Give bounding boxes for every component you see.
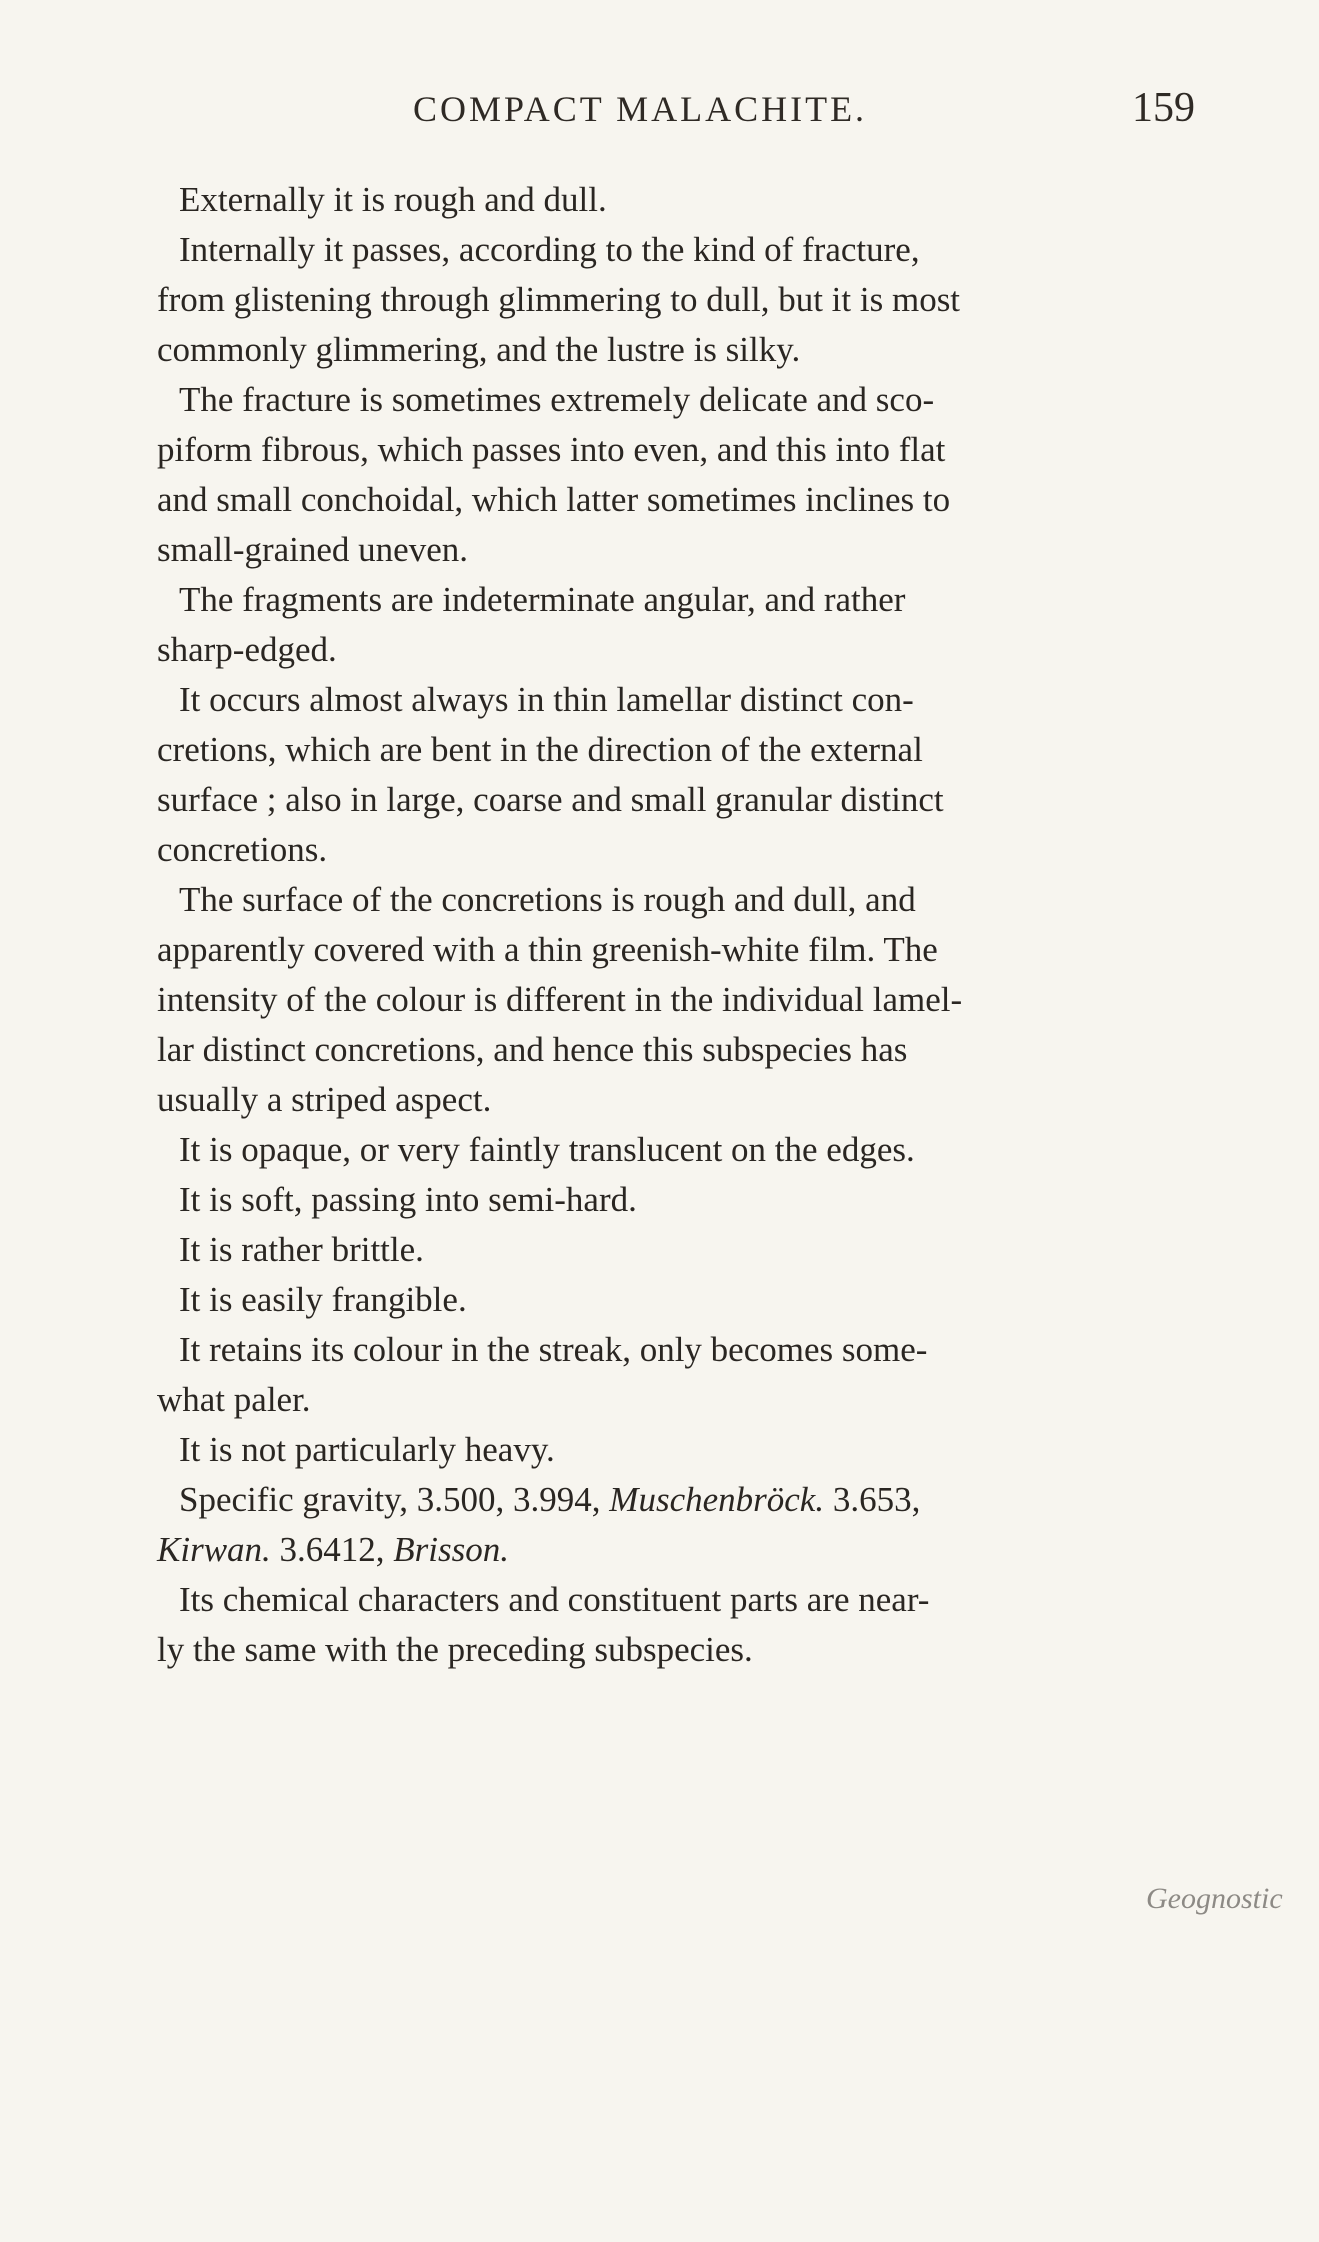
body-text [157,175,1202,1675]
paragraph-weight [157,1425,1202,1475]
text-line: Externally it is rough and dull. [179,180,607,219]
page-number: 159 [1132,85,1195,131]
paragraph-streak [157,1325,1202,1425]
gravity-value-kirwan: 3.653, [824,1480,921,1519]
paragraph-fracture [157,375,1202,575]
paragraph-internal-lustre [157,225,1202,375]
text-line: cretions, which are bent in the direction of the external [157,730,923,769]
text-line: intensity of the colour is different in the individual lamel- [157,980,963,1019]
text-line: Its chemical characters and constituent parts are near- [179,1580,930,1619]
gravity-values: Specific gravity, 3.500, 3.994, [179,1480,610,1519]
text-line [157,1475,1202,1525]
text-line: It is soft, passing into semi-hard. [179,1180,637,1219]
author-muschenbrock: Muschenbröck. [609,1480,825,1519]
text-line: It occurs almost always in thin lamellar distinct con- [179,680,914,719]
paragraph-specific-gravity [157,1475,1202,1575]
text-line: from glistening through glimmering to dull, but it is most [157,280,961,319]
text-line: ly the same with the preceding subspecies. [157,1630,753,1669]
catchword: Geognostic [1146,1882,1283,1915]
text-line: usually a striped aspect. [157,1080,492,1119]
text-line: piform fibrous, which passes into even, and this into flat [157,430,946,469]
gravity-value-brisson: 3.6412, [270,1530,394,1569]
text-line: and small conchoidal, which latter sometimes inclines to [157,480,951,519]
text-line: what paler. [157,1380,311,1419]
running-head: COMPACT MALACHITE. [413,89,868,129]
text-line: surface ; also in large, coarse and small granular distinct [157,780,944,819]
text-line: apparently covered with a thin greenish-white film. The [157,930,938,969]
paragraph-chemical [157,1575,1202,1675]
text-line: Internally it passes, according to the kind of fracture, [179,230,920,269]
text-line: The fracture is sometimes extremely delicate and sco- [179,380,935,419]
text-line [135,1525,1202,1575]
text-line: It is not particularly heavy. [179,1430,555,1469]
paragraph-external-lustre [157,175,1202,225]
author-kirwan: Kirwan. [157,1530,271,1569]
text-line: commonly glimmering, and the lustre is silky. [157,330,801,369]
text-line: It retains its colour in the streak, only becomes some- [179,1330,928,1369]
paragraph-surface [157,875,1202,1125]
paragraph-concretions [157,675,1202,875]
text-line: lar distinct concretions, and hence this subspecies has [157,1030,908,1069]
text-line: It is opaque, or very faintly translucent on the edges. [179,1130,915,1169]
paragraph-brittleness [157,1225,1202,1275]
text-line: small-grained uneven. [157,530,469,569]
paragraph-frangibility [157,1275,1202,1325]
paragraph-hardness [157,1175,1202,1225]
author-brisson: Brisson. [393,1530,510,1569]
text-line: The fragments are indeterminate angular, and rather [179,580,906,619]
paragraph-fragments [157,575,1202,675]
text-line: concretions. [157,830,328,869]
paragraph-transparency [157,1125,1202,1175]
text-line: The surface of the concretions is rough and dull, and [179,880,916,919]
text-line: It is easily frangible. [179,1280,467,1319]
text-line: It is rather brittle. [179,1230,424,1269]
text-line: sharp-edged. [157,630,337,669]
